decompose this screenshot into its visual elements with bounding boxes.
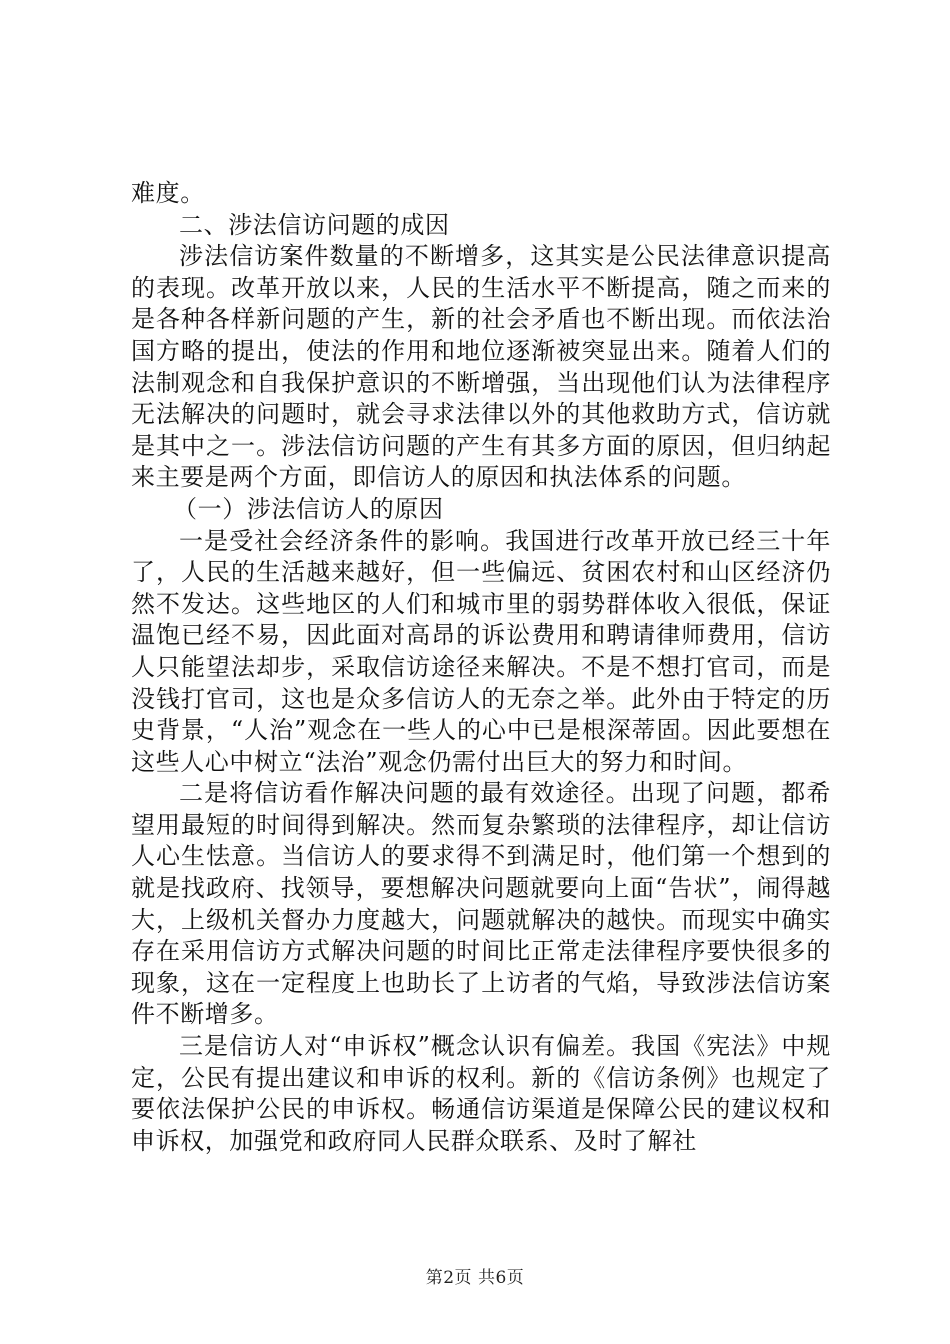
page-number-footer: 第2页 共6页 (425, 1268, 525, 1288)
paragraph: 涉法信访案件数量的不断增多，这其实是公民法律意识提高的表现。改革开放以来，人民的生活水平不断提高，随之而来的是各种各样新问题的产生，新的社会矛盾也不断出现。而依法治国方略的提出，使法的作用和地位逐渐被突显出来。随着人们的法制观念和自我保护意识的不断增强，当出现他们认为法律程序无法解决的问题时，就会寻求法律以外的其他救助方式，信访就是其中之一。涉法信访问题的产生有其多方面的原因，但归纳起来主要是两个方面，即信访人的原因和执法体系的问题。 (131, 242, 831, 492)
paragraph: 三是信访人对“申诉权”概念认识有偏差。我国《宪法》中规定，公民有提出建议和申诉的权利。新的《信访条例》也规定了要依法保护公民的申诉权。畅通信访渠道是保障公民的建议权和申诉权，加强党和政府同人民群众联系、及时了解社 (131, 1032, 831, 1155)
subsection-heading: （一）涉法信访人的原因 (173, 494, 444, 523)
paragraph-continuation: 难度。 (131, 179, 205, 207)
paragraph: 一是受社会经济条件的影响。我国进行改革开放已经三十年了，人民的生活越来越好，但一些偏远、贫困农村和山区经济仍然不发达。这些地区的人们和城市里的弱势群体收入很低，保证温饱已经不易，因此面对高昂的诉讼费用和聘请律师费用，信访人只能望法却步，采取信访途径来解决。不是不想打官司，而是没钱打官司，这也是众多信访人的无奈之举。此外由于特定的历史背景，“人治”观念在一些人的心中已是根深蒂固。因此要想在这些人心中树立“法治”观念仍需付出巨大的努力和时间。 (131, 526, 831, 776)
paragraph: 二是将信访看作解决问题的最有效途径。出现了问题，都希望用最短的时间得到解决。然而复杂繁琐的法律程序，却让信访人心生怯意。当信访人的要求得不到满足时，他们第一个想到的就是找政府、找领导，要想解决问题就要向上面“告状”，闹得越大，上级机关督办力度越大，问题就解决的越快。而现实中确实存在采用信访方式解决问题的时间比正常走法律程序要快很多的现象，这在一定程度上也助长了上访者的气焰，导致涉法信访案件不断增多。 (131, 779, 831, 1029)
document-body (131, 178, 831, 1157)
section-heading: 二、涉法信访问题的成因 (179, 210, 450, 239)
